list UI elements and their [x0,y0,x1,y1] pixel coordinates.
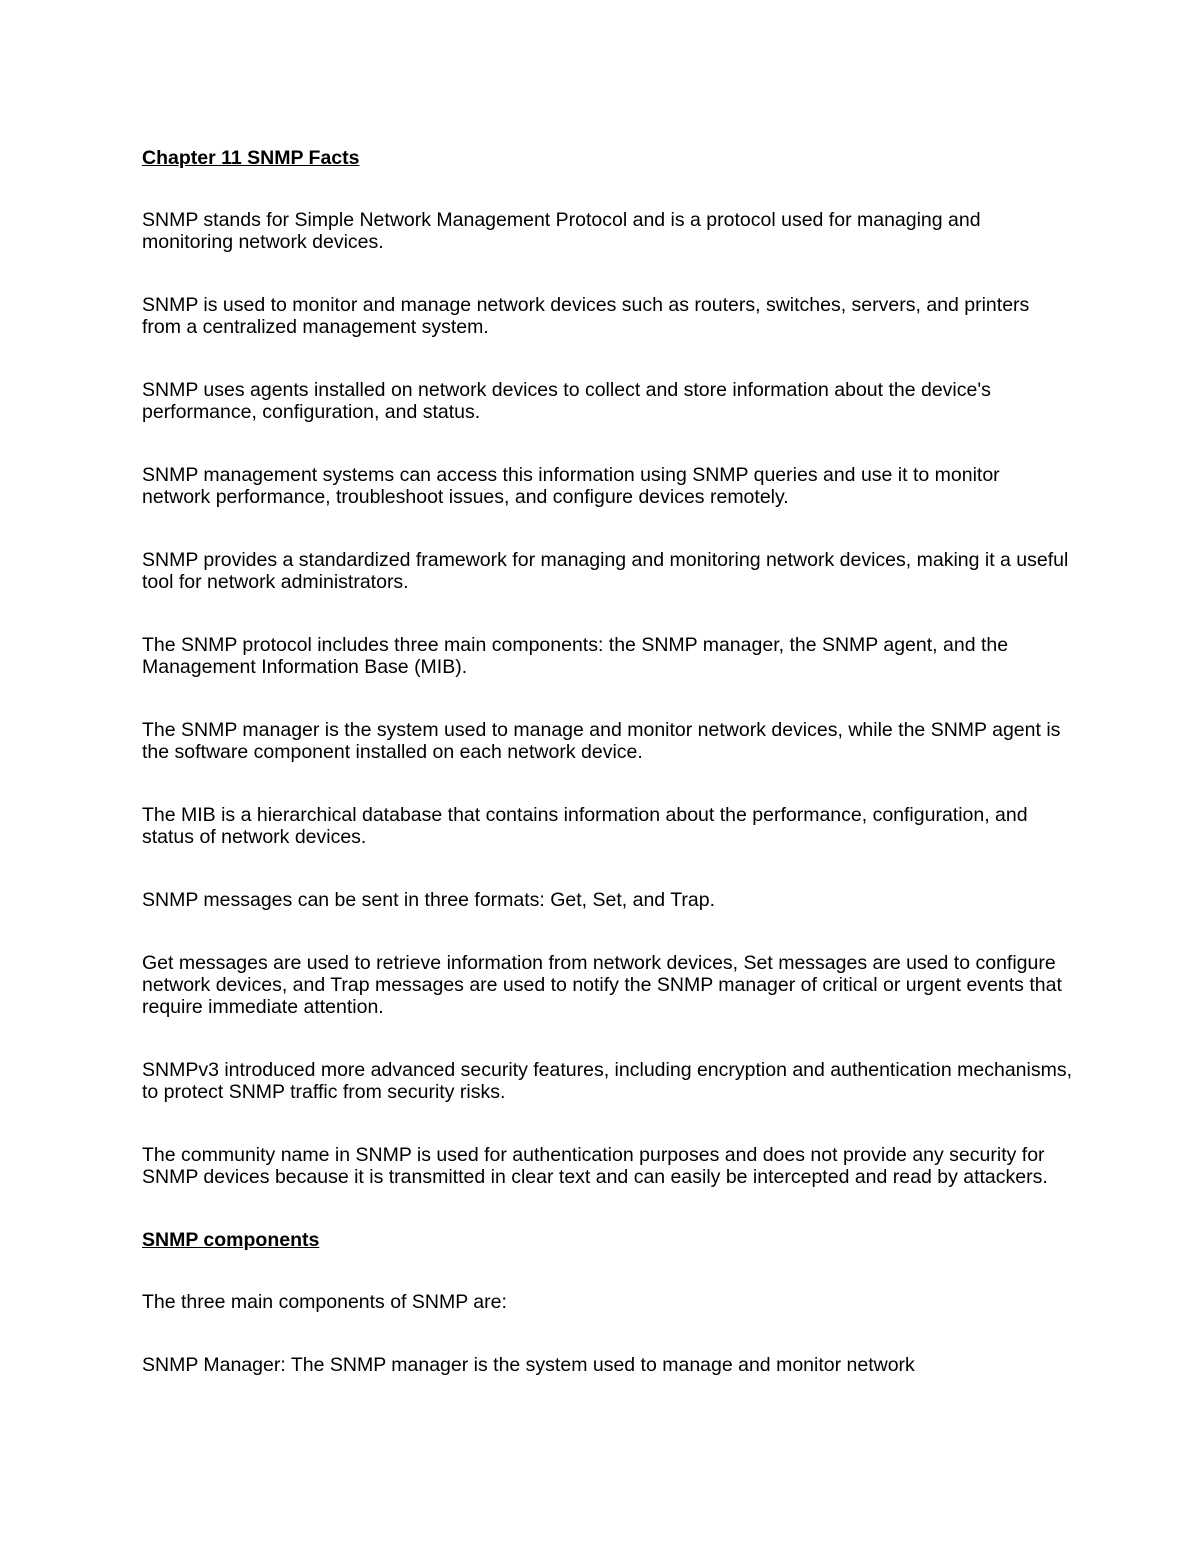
paragraph-7: The SNMP manager is the system used to manage and monitor network devices, while the SNMP agent is the software component installed on each network device. [142,719,1061,763]
paragraph-10: Get messages are used to retrieve information from network devices, Set messages are used to configure network devices, and Trap messages are used to notify the SNMP manager of critical or urgent events that require immediate attention. [142,952,1062,1018]
chapter-title: Chapter 11 SNMP Facts [142,147,360,169]
paragraph-1: SNMP stands for Simple Network Management Protocol and is a protocol used for managing and monitoring network devices. [142,209,981,253]
paragraph-12: The community name in SNMP is used for authentication purposes and does not provide any security for SNMP devices because it is transmitted in clear text and can easily be intercepted and read by attackers. [142,1144,1048,1188]
paragraph-3: SNMP uses agents installed on network devices to collect and store information about the device's performance, configuration, and status. [142,379,991,423]
paragraph-8: The MIB is a hierarchical database that contains information about the performance, configuration, and status of network devices. [142,804,1028,848]
paragraph-11: SNMPv3 introduced more advanced security features, including encryption and authentication mechanisms, to protect SNMP traffic from security risks. [142,1059,1073,1103]
paragraph-5: SNMP provides a standardized framework for managing and monitoring network devices, making it a useful tool for network administrators. [142,549,1069,593]
paragraph-6: The SNMP protocol includes three main components: the SNMP manager, the SNMP agent, and the Management Information Base (MIB). [142,634,1009,678]
paragraph-9: SNMP messages can be sent in three formats: Get, Set, and Trap. [142,889,716,911]
paragraph-2: SNMP is used to monitor and manage network devices such as routers, switches, servers, and printers from a centralized management system. [142,294,1030,338]
section-heading-snmp-components: SNMP components [142,1229,320,1251]
document-body [142,147,1072,1417]
component-item-manager: SNMP Manager: The SNMP manager is the system used to manage and monitor network [142,1354,915,1376]
paragraph-4: SNMP management systems can access this information using SNMP queries and use it to monitor network performance, troubleshoot issues, and configure devices remotely. [142,464,1000,508]
section-intro: The three main components of SNMP are: [142,1291,507,1313]
